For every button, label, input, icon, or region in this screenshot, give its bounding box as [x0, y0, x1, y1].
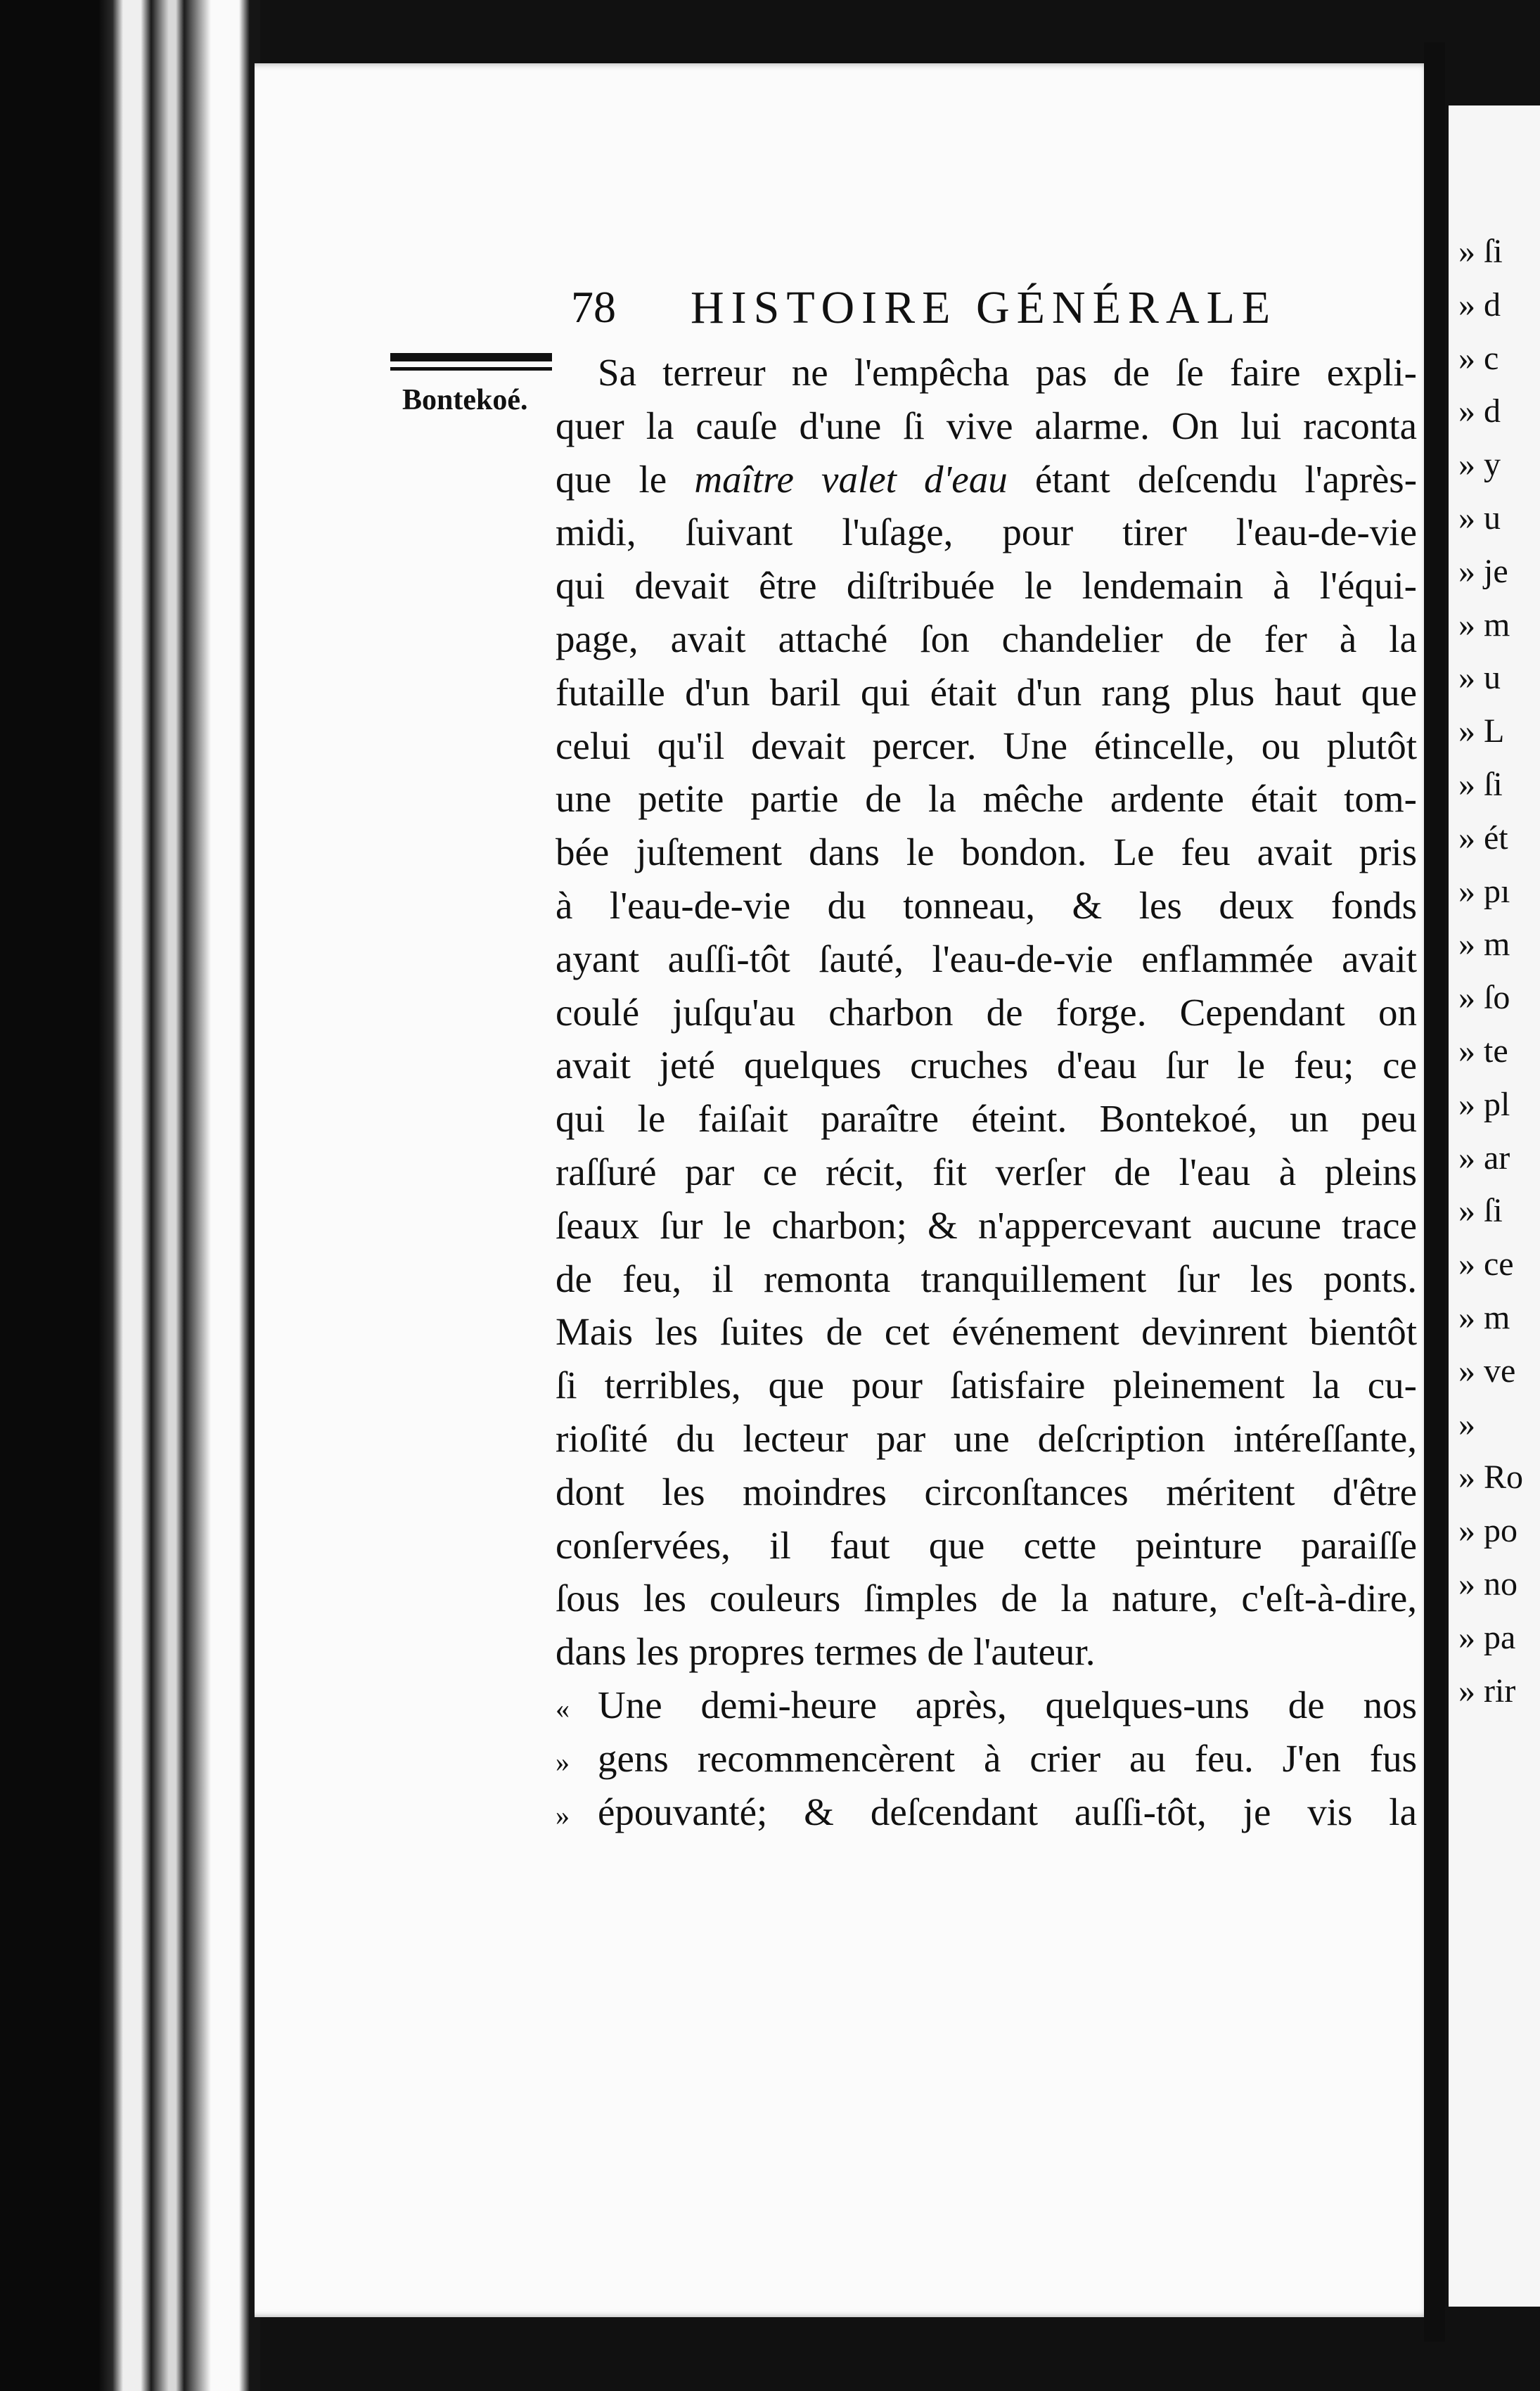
facing-page-line: » ſi [1458, 1192, 1503, 1230]
text-line: dans les propres termes de l'auteur. [556, 1630, 1096, 1674]
page-number: 78 [571, 282, 616, 332]
facing-page-line: » te [1458, 1032, 1508, 1070]
facing-page-line: » u [1458, 659, 1501, 697]
text-line: Mais les ſuites de cet événement devinrent bientôt [556, 1310, 1417, 1354]
quote-mark: » [556, 1799, 570, 1831]
page-header [571, 281, 1316, 345]
facing-page-line: » no [1458, 1565, 1517, 1603]
facing-page-line: » pa [1458, 1618, 1516, 1656]
quote-text: gens recommencèrent à crier au feu. J'en fus [598, 1736, 1417, 1780]
facing-page-line: » u [1458, 499, 1501, 537]
facing-page-line: » d [1458, 286, 1501, 323]
quote-mark: « [556, 1693, 570, 1725]
facing-page-fragment [1449, 105, 1540, 2307]
running-title: HISTOIRE GÉNÉRALE [691, 282, 1278, 333]
text-line: ayant auſſi-tôt ſauté, l'eau-de-vie enflammée avait [556, 937, 1417, 980]
facing-page-line: » pl [1458, 1085, 1510, 1123]
text-line: Sa terreur ne l'empêcha pas de ſe faire expli- [598, 351, 1417, 394]
text-line: de feu, il remonta tranquillement ſur les ponts. [556, 1257, 1417, 1300]
facing-page-line: » je [1458, 552, 1508, 590]
text-line: qui le faiſait paraître éteint. Bontekoé, un peu [556, 1097, 1417, 1141]
quote-text: épouvanté; & deſcendant auſſi-tôt, je vis la [598, 1790, 1417, 1833]
margin-rule [390, 353, 552, 361]
facing-page-line: » po [1458, 1512, 1517, 1550]
text-line: futaille d'un baril qui était d'un rang plus haut que [556, 670, 1417, 714]
text-span: que le [556, 457, 667, 501]
text-line: qui devait être diſtribuée le lendemain à l'équi- [556, 564, 1417, 608]
text-line: dont les moindres circonſtances méritent d'être [556, 1470, 1417, 1513]
facing-page-line: » y [1458, 446, 1501, 484]
text-line: avait jeté quelques cruches d'eau ſur le feu; ce [556, 1044, 1417, 1087]
quote-line [556, 1732, 1417, 1786]
book-binding [0, 0, 260, 2391]
text-line: rioſité du lecteur par une deſcription intéreſſante, [556, 1416, 1417, 1460]
margin-note: Bontekoé. [402, 384, 528, 416]
text-line: quer la cauſe d'une ſi vive alarme. On lui raconta [556, 404, 1417, 447]
facing-page-line: » m [1458, 1299, 1510, 1336]
quote-line [556, 1786, 1417, 1839]
facing-page-line: » ce [1458, 1245, 1514, 1283]
text-line: coulé juſqu'au charbon de forge. Cependant on [556, 990, 1417, 1034]
text-line: raſſuré par ce récit, fit verſer de l'eau à pleins [556, 1150, 1417, 1193]
facing-page-line: » m [1458, 605, 1510, 643]
facing-page-line: » Ro [1458, 1459, 1524, 1496]
facing-page-line: » rir [1458, 1672, 1516, 1710]
text-line: ſeaux ſur le charbon; & n'appercevant aucune trace [556, 1203, 1417, 1247]
facing-page-line: » [1458, 1405, 1475, 1443]
text-line: celui qu'il devait percer. Une étincelle, ou plutôt [556, 724, 1417, 767]
text-line: ſous les couleurs ſimples de la nature, c'eſt-à-dire, [556, 1577, 1417, 1620]
facing-page-line: » c [1458, 339, 1499, 377]
facing-page-line: » L [1458, 712, 1505, 750]
text-line: une petite partie de la mêche ardente était tom- [556, 777, 1417, 821]
facing-page-line: » ar [1458, 1139, 1510, 1177]
facing-page-line: » ſo [1458, 979, 1510, 1017]
italic-term: maître valet d'eau [694, 457, 1008, 501]
facing-page-line: » d [1458, 392, 1501, 430]
facing-page-line: » ét [1458, 819, 1508, 857]
text-line [556, 453, 1417, 506]
quote-text: Une demi-heure après, quelques-uns de nos [598, 1683, 1417, 1726]
facing-page-line: » pı [1458, 872, 1510, 910]
facing-page-line: » ſi [1458, 766, 1503, 803]
facing-page-line: » ſi [1458, 233, 1503, 270]
text-line: midi, ſuivant l'uſage, pour tirer l'eau-de-vie [556, 511, 1417, 554]
quote-mark: » [556, 1746, 570, 1778]
text-line: bée juſtement dans le bondon. Le feu avait pris [556, 831, 1417, 874]
text-line: ſi terribles, que pour ſatisfaire pleinement la cu- [556, 1364, 1417, 1407]
body-text [556, 346, 1417, 1838]
text-line: à l'eau-de-vie du tonneau, & les deux fonds [556, 883, 1417, 927]
margin-rule-thin [390, 367, 552, 371]
page-gutter [1424, 42, 1445, 2342]
text-line: page, avait attaché ſon chandelier de fer à la [556, 617, 1417, 660]
text-line: conſervées, il faut que cette peinture paraiſſe [556, 1523, 1417, 1567]
quote-line [556, 1679, 1417, 1732]
facing-page-line: » m [1458, 925, 1510, 963]
text-span: étant deſcendu l'après- [1034, 457, 1417, 501]
facing-page-line: » ve [1458, 1352, 1516, 1390]
